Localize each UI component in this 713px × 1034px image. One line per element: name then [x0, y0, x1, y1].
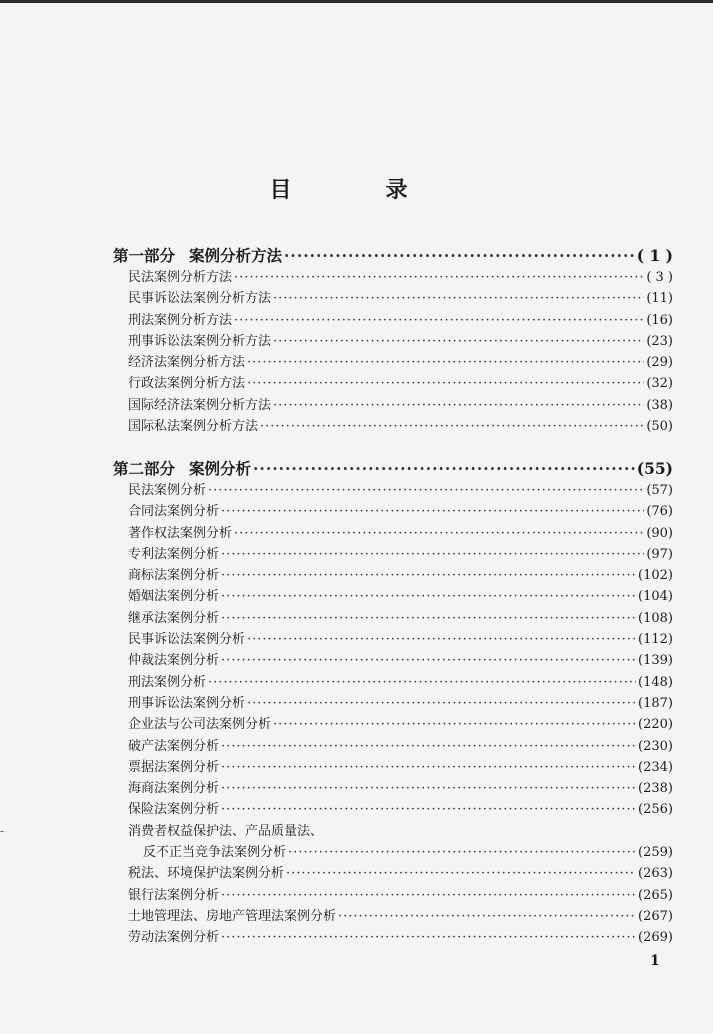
dot-leader — [247, 696, 636, 711]
page-ref: (108) — [638, 610, 673, 626]
page-ref: (38) — [646, 397, 673, 413]
dot-leader — [273, 717, 636, 732]
page-ref: (139) — [638, 653, 673, 669]
entry-label: 劳动法案例分析 — [128, 930, 220, 946]
dot-leader — [208, 675, 636, 690]
page-ref: (230) — [638, 738, 673, 754]
page-ref: (269) — [638, 930, 673, 946]
entry-label: 银行法案例分析 — [128, 887, 220, 903]
toc-entry[interactable] — [113, 330, 673, 351]
toc-entry[interactable] — [113, 479, 673, 500]
dot-leader — [221, 504, 644, 519]
dot-leader — [221, 760, 636, 775]
dot-leader — [221, 653, 636, 668]
dot-leader — [247, 632, 636, 647]
page-ref: (220) — [638, 717, 673, 733]
page-ref: (238) — [638, 781, 673, 797]
part-number: 第二部分 — [113, 459, 176, 478]
toc-entry[interactable] — [113, 692, 673, 713]
toc-part-heading[interactable] — [113, 244, 673, 266]
page-ref: (57) — [646, 483, 673, 498]
entry-label: 刑事诉讼法案例分析 — [128, 695, 246, 711]
part-number: 第一部分 — [113, 246, 176, 265]
dot-leader — [221, 611, 636, 626]
page-ref: (90) — [646, 525, 673, 541]
page-ref: (265) — [638, 887, 673, 903]
page-ref: ( 3 ) — [646, 270, 673, 285]
page-ref: (256) — [638, 802, 673, 818]
page-ref: (50) — [646, 419, 673, 435]
dot-leader — [221, 802, 636, 817]
entry-label: 民法案例分析 — [128, 483, 207, 498]
toc-entry[interactable] — [113, 543, 673, 564]
page-ref: (11) — [646, 291, 673, 307]
entry-label: 土地管理法、房地产管理法案例分析 — [128, 908, 337, 924]
dot-leader — [247, 355, 644, 370]
toc-entry[interactable] — [113, 713, 673, 734]
page-ref: (32) — [646, 376, 673, 392]
dot-leader — [208, 483, 644, 498]
toc-part-2 — [113, 457, 673, 948]
page-ref: (187) — [638, 695, 673, 711]
entry-label: 婚姻法案例分析 — [128, 589, 220, 605]
entry-label: 国际私法案例分析方法 — [128, 419, 259, 435]
toc-entry[interactable] — [113, 522, 673, 543]
entry-label: 海商法案例分析 — [128, 781, 220, 797]
dot-leader — [338, 909, 636, 924]
page-ref: (148) — [638, 674, 673, 690]
dot-leader — [221, 739, 636, 754]
toc-entry[interactable] — [113, 266, 673, 287]
page-number: 1 — [650, 953, 660, 969]
toc-entry[interactable] — [113, 351, 673, 372]
toc-entry[interactable] — [113, 671, 673, 692]
part-title: 案例分析 — [189, 459, 252, 478]
entry-label: 仲裁法案例分析 — [128, 653, 220, 669]
toc-entry[interactable] — [113, 564, 673, 585]
entry-label: 刑法案例分析 — [128, 674, 207, 690]
dot-leader — [273, 334, 644, 349]
page-ref: ( 1 ) — [636, 246, 673, 265]
top-rule — [0, 0, 713, 3]
entry-label: 票据法案例分析 — [128, 759, 220, 775]
dot-leader — [247, 376, 644, 391]
toc-part-heading[interactable] — [113, 457, 673, 479]
toc-entry[interactable] — [113, 415, 673, 436]
entry-label: 专利法案例分析 — [128, 546, 220, 562]
dot-leader — [273, 291, 644, 306]
toc-entry[interactable] — [113, 287, 673, 308]
toc-entry[interactable] — [113, 884, 673, 905]
toc-entry[interactable] — [113, 394, 673, 415]
scan-mark: - — [0, 824, 5, 838]
toc-entry-multiline-first[interactable] — [113, 820, 673, 841]
toc-entry[interactable] — [113, 777, 673, 798]
toc-entry[interactable] — [113, 628, 673, 649]
page-ref: (112) — [638, 632, 673, 648]
toc-entry[interactable] — [113, 926, 673, 947]
page-ref: (55) — [636, 459, 673, 478]
dot-leader — [288, 845, 636, 860]
entry-label: 刑事诉讼法案例分析方法 — [128, 333, 272, 349]
entry-label: 经济法案例分析方法 — [128, 355, 246, 371]
toc-entry[interactable] — [113, 649, 673, 670]
page-ref: (97) — [646, 546, 673, 562]
toc-entry[interactable] — [113, 905, 673, 926]
entry-label: 保险法案例分析 — [128, 802, 220, 818]
dot-leader — [221, 568, 636, 583]
dot-leader — [221, 888, 636, 903]
entry-label: 民事诉讼法案例分析 — [128, 632, 246, 648]
entry-label: 税法、环境保护法案例分析 — [128, 866, 285, 882]
dot-leader — [221, 547, 644, 562]
toc-part-1 — [113, 244, 673, 436]
toc-entry[interactable] — [113, 309, 673, 330]
dot-leader — [260, 419, 644, 434]
toc-entry[interactable] — [113, 585, 673, 606]
entry-label: 合同法案例分析 — [128, 504, 220, 520]
page-ref: (234) — [638, 759, 673, 775]
page-ref: (23) — [646, 333, 673, 349]
page-ref: (263) — [638, 866, 673, 882]
entry-label: 刑法案例分析方法 — [128, 312, 233, 328]
entry-label: 反不正当竞争法案例分析 — [143, 845, 287, 861]
page-ref: (102) — [638, 568, 673, 584]
page-title: 目 录 — [269, 177, 444, 203]
dot-leader — [221, 589, 636, 604]
toc-entry[interactable] — [113, 372, 673, 393]
entry-label: 消费者权益保护法、产品质量法、 — [128, 823, 324, 839]
toc-entry[interactable] — [113, 607, 673, 628]
entry-label: 行政法案例分析方法 — [128, 376, 246, 392]
entry-label: 著作权法案例分析 — [128, 525, 233, 541]
entry-label: 继承法案例分析 — [128, 610, 220, 626]
toc-entry[interactable] — [113, 756, 673, 777]
page-ref: (104) — [638, 589, 673, 605]
dot-leader — [284, 246, 635, 265]
toc-entry[interactable] — [113, 735, 673, 756]
page-ref: (259) — [638, 845, 673, 861]
toc-entry-multiline-second[interactable] — [113, 841, 673, 862]
toc-entry[interactable] — [113, 862, 673, 883]
dot-leader — [234, 526, 644, 541]
part-title: 案例分析方法 — [189, 246, 283, 265]
entry-label: 企业法与公司法案例分析 — [128, 717, 272, 733]
toc-entry[interactable] — [113, 500, 673, 521]
dot-leader — [286, 866, 636, 881]
toc-entry[interactable] — [113, 798, 673, 819]
page-ref: (16) — [646, 312, 673, 328]
dot-leader — [273, 398, 644, 413]
dot-leader — [253, 459, 635, 478]
page-ref: (76) — [646, 504, 673, 520]
page-ref: (29) — [646, 355, 673, 371]
dot-leader — [221, 781, 636, 796]
entry-label: 民事诉讼法案例分析方法 — [128, 291, 272, 307]
entry-label: 民法案例分析方法 — [128, 270, 233, 285]
entry-label: 破产法案例分析 — [128, 738, 220, 754]
dot-leader — [234, 313, 644, 328]
entry-label: 商标法案例分析 — [128, 568, 220, 584]
dot-leader — [221, 930, 636, 945]
page-ref: (267) — [638, 908, 673, 924]
dot-leader — [234, 270, 644, 285]
entry-label: 国际经济法案例分析方法 — [128, 397, 272, 413]
